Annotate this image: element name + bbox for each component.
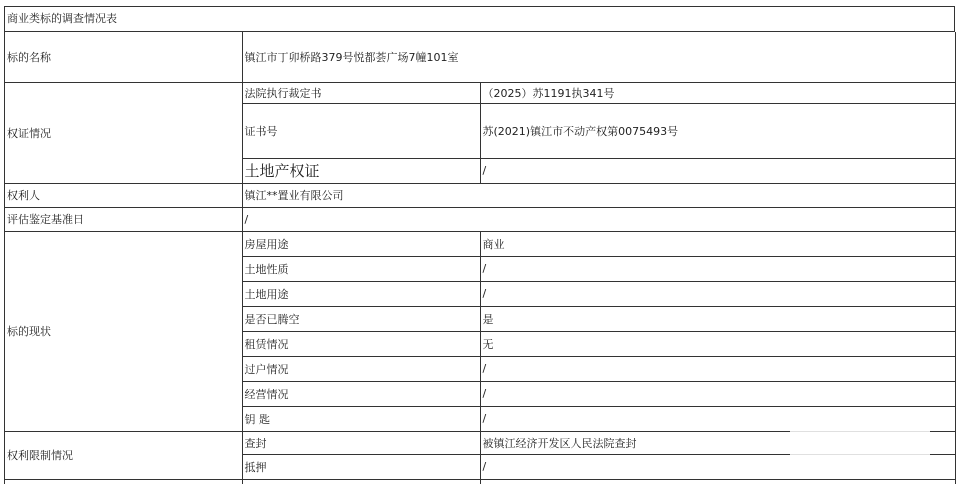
table-row: [5, 207, 955, 231]
status-item-value: 无: [480, 331, 955, 356]
row-value-owner: 镇江**置业有限公司: [242, 183, 955, 207]
cert-item-label: 证书号: [242, 103, 480, 158]
status-item-value: /: [480, 406, 955, 431]
row-label-owner: 权利人: [5, 183, 242, 207]
table-row: [5, 231, 955, 256]
status-item-value: 是: [480, 306, 955, 331]
cert-item-label: 法院执行裁定书: [242, 82, 480, 103]
cert-item-value: （2025）苏1191执341号: [480, 82, 955, 103]
cert-item-value: /: [480, 158, 955, 183]
row-label-date: 评估鉴定基准日: [5, 207, 242, 231]
row-label-name: 标的名称: [5, 32, 242, 82]
status-item-value: /: [480, 381, 955, 406]
status-item-label: 房屋用途: [242, 231, 480, 256]
status-item-value: /: [480, 356, 955, 381]
table-row: [5, 479, 955, 484]
limit-item-label: 查封: [242, 431, 480, 454]
status-item-label: 是否已腾空: [242, 306, 480, 331]
status-item-label: 过户情况: [242, 356, 480, 381]
limit-item-value: /: [480, 454, 955, 479]
row-value-name: 镇江市丁卯桥路379号悦都荟广场7幢101室: [242, 32, 955, 82]
status-item-label: 经营情况: [242, 381, 480, 406]
row-label-limit: 权利限制情况: [5, 431, 242, 479]
watermark-overlay: [790, 431, 930, 461]
status-item-label: 土地用途: [242, 281, 480, 306]
table-row: [5, 32, 955, 82]
limit-item-value: 被镇江经济开发区人民法院查封: [480, 431, 955, 454]
row-label-status: 标的现状: [5, 231, 242, 431]
table-title: 商业类标的调查情况表: [5, 7, 955, 32]
row-label-cert: 权证情况: [5, 82, 242, 183]
limit-item-label: 抵押: [242, 454, 480, 479]
status-item-value: 商业: [480, 231, 955, 256]
cert-item-label: 土地产权证: [242, 158, 480, 183]
cert-item-value: 苏(2021)镇江市不动产权第0075493号: [480, 103, 955, 158]
survey-table: [4, 6, 955, 484]
status-item-label: 土地性质: [242, 256, 480, 281]
status-item-value: /: [480, 256, 955, 281]
status-item-label: 租赁情况: [242, 331, 480, 356]
table-row: [5, 82, 955, 103]
survey-grid: [5, 32, 956, 484]
status-item-label: 钥 匙: [242, 406, 480, 431]
table-row: [5, 183, 955, 207]
row-value-date: /: [242, 207, 955, 231]
status-item-value: /: [480, 281, 955, 306]
